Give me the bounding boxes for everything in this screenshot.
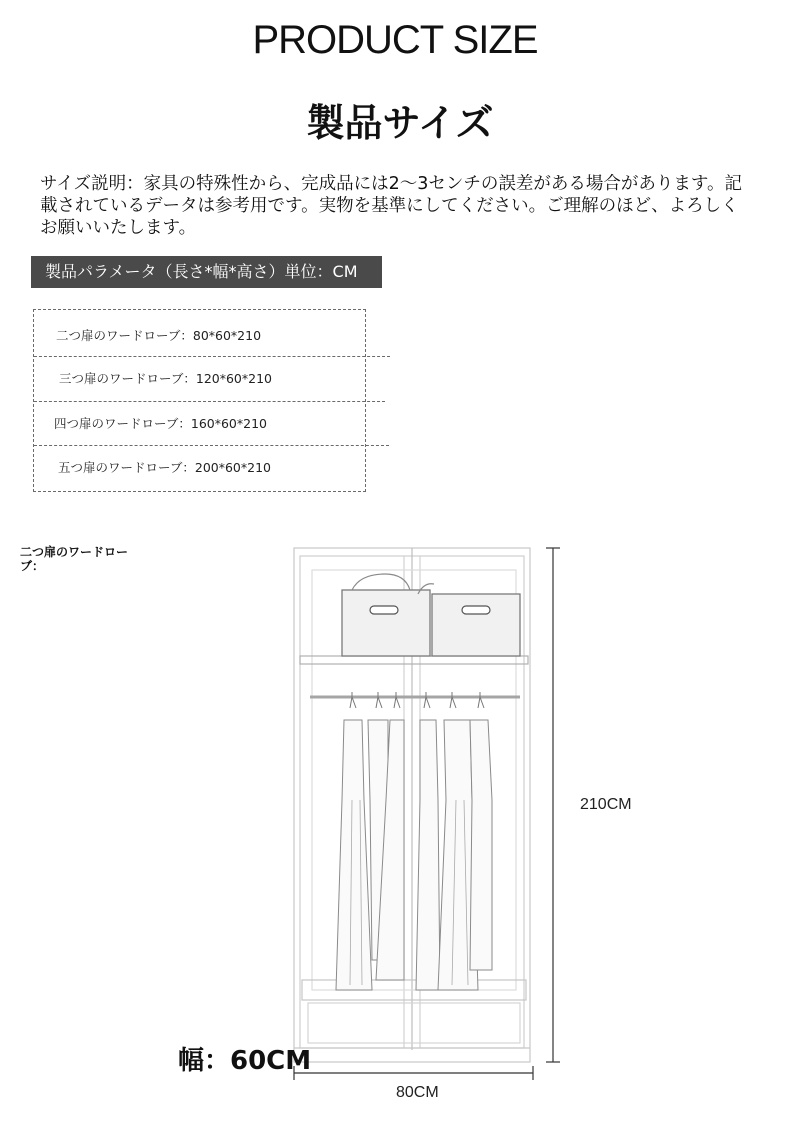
title-japanese: 製品サイズ [306, 101, 494, 145]
height-dimension: 210CM [580, 796, 632, 813]
size-description: サイズ説明：家具の特殊性から、完成品には2～3センチの誤差がある場合があります。記載されているデータは参考用です。実物を基準にしてください。ご理解のほど、よろしくお願いいたします。 [40, 174, 742, 238]
model-label: 二つ扉のワードローブ： [20, 545, 129, 573]
parameter-row: 四つ扉のワードローブ：160*60*210 [34, 401, 385, 446]
parameter-header: 製品パラメータ（長さ*幅*高さ）単位：CM [31, 256, 382, 288]
length-dimension: 80CM [396, 1084, 439, 1101]
width-label: 幅：60CM [178, 1046, 312, 1076]
title-english: PRODUCT SIZE [252, 18, 538, 62]
parameter-row: 三つ扉のワードローブ：120*60*210 [34, 356, 390, 401]
parameter-row: 五つ扉のワードローブ：200*60*210 [34, 445, 389, 490]
parameter-row: 二つ扉のワードローブ：80*60*210 [56, 328, 262, 343]
